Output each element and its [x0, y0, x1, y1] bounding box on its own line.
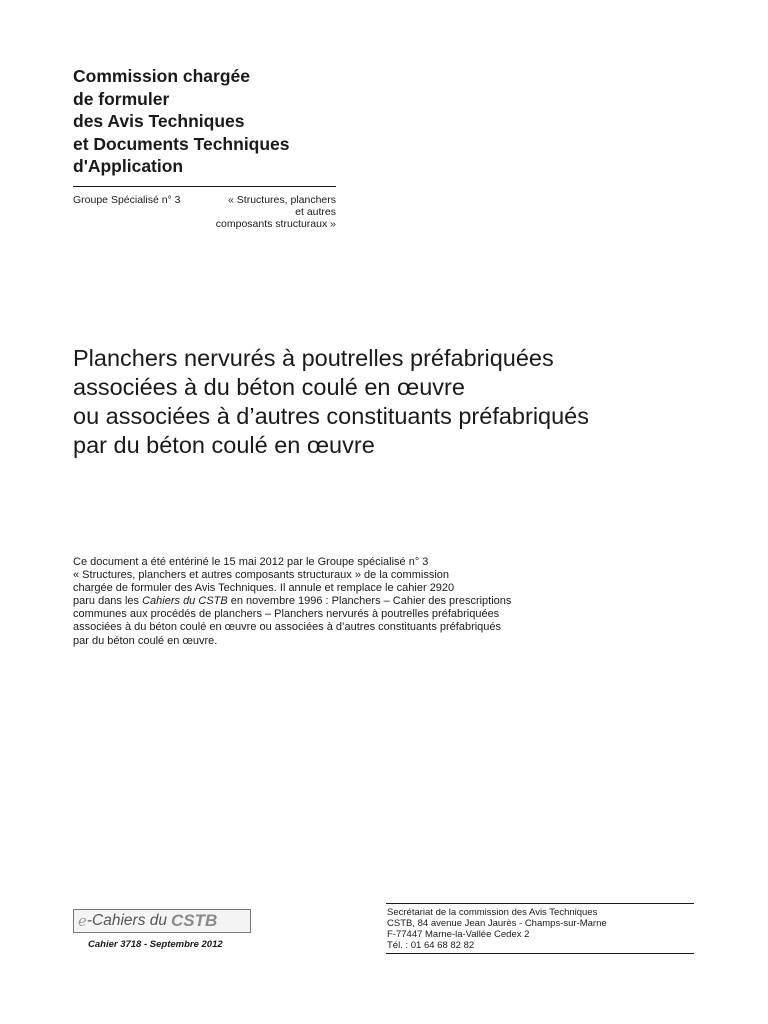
document-title [73, 344, 713, 460]
secretariat-line: CSTB, 84 avenue Jean Jaurès - Champs-sur-Marne [387, 918, 607, 929]
description-line: « Structures, planchers et autres composants structuraux » de la commission [73, 569, 450, 582]
description-text: paru dans les [73, 595, 143, 608]
groupe-name-line: composants structuraux » [215, 217, 336, 230]
secretariat-line: Tél. : 01 64 68 82 82 [387, 940, 475, 951]
description-line: associées à du béton coulé en œuvre ou associées à d’autres constituants préfabriqués [73, 621, 502, 634]
logo-e-mark: e [78, 912, 87, 930]
logo-text: -Cahiers du [86, 912, 168, 929]
divider [73, 186, 336, 187]
groupe-name-line: et autres [295, 205, 336, 218]
description-line: chargée de formuler des Avis Techniques. Il annule et remplace le cahier 2920 [73, 582, 455, 595]
commission-title [73, 65, 338, 178]
commission-title-line: Commission chargée [73, 66, 250, 86]
commission-title-line: de formuler [73, 88, 170, 109]
secretariat-contact [386, 903, 694, 954]
groupe-specialise [73, 194, 338, 234]
secretariat-line: F-77447 Marne-la-Vallée Cedex 2 [387, 929, 530, 940]
description-text: en novembre 1996 : Planchers – Cahier des prescriptions [227, 595, 512, 608]
description-line: par du béton coulé en œuvre. [73, 634, 218, 647]
groupe-name [216, 194, 336, 230]
document-title-line: ou associées à d’autres constituants préfabriqués [73, 403, 590, 429]
document-title-line: associées à du béton coulé en œuvre [73, 374, 465, 400]
commission-title-line: d'Application [73, 156, 184, 176]
description-line: communes aux procédés de planchers – Planchers nervurés à poutrelles préfabriquées [73, 608, 500, 621]
groupe-name-line: « Structures, planchers [228, 193, 336, 206]
description-line [73, 595, 593, 608]
groupe-label: Groupe Spécialisé n° 3 [73, 193, 181, 206]
publication-name: Cahiers du CSTB [142, 595, 228, 608]
secretariat-line: Secrétariat de la commission des Avis Techniques [387, 907, 598, 918]
commission-title-line: et Documents Techniques [73, 133, 290, 154]
document-title-line: par du béton coulé en œuvre [73, 432, 375, 458]
cahier-reference: Cahier 3718 - Septembre 2012 [88, 939, 223, 950]
commission-header [73, 65, 338, 234]
logo-brand: CSTB [171, 911, 218, 930]
description-line: Ce document a été entériné le 15 mai 2012 par le Groupe spécialisé n° 3 [73, 556, 429, 568]
document-description [73, 556, 593, 648]
document-title-line: Planchers nervurés à poutrelles préfabriquées [73, 345, 554, 371]
e-cahiers-cstb-logo [73, 909, 251, 933]
commission-title-line: des Avis Techniques [73, 111, 245, 131]
